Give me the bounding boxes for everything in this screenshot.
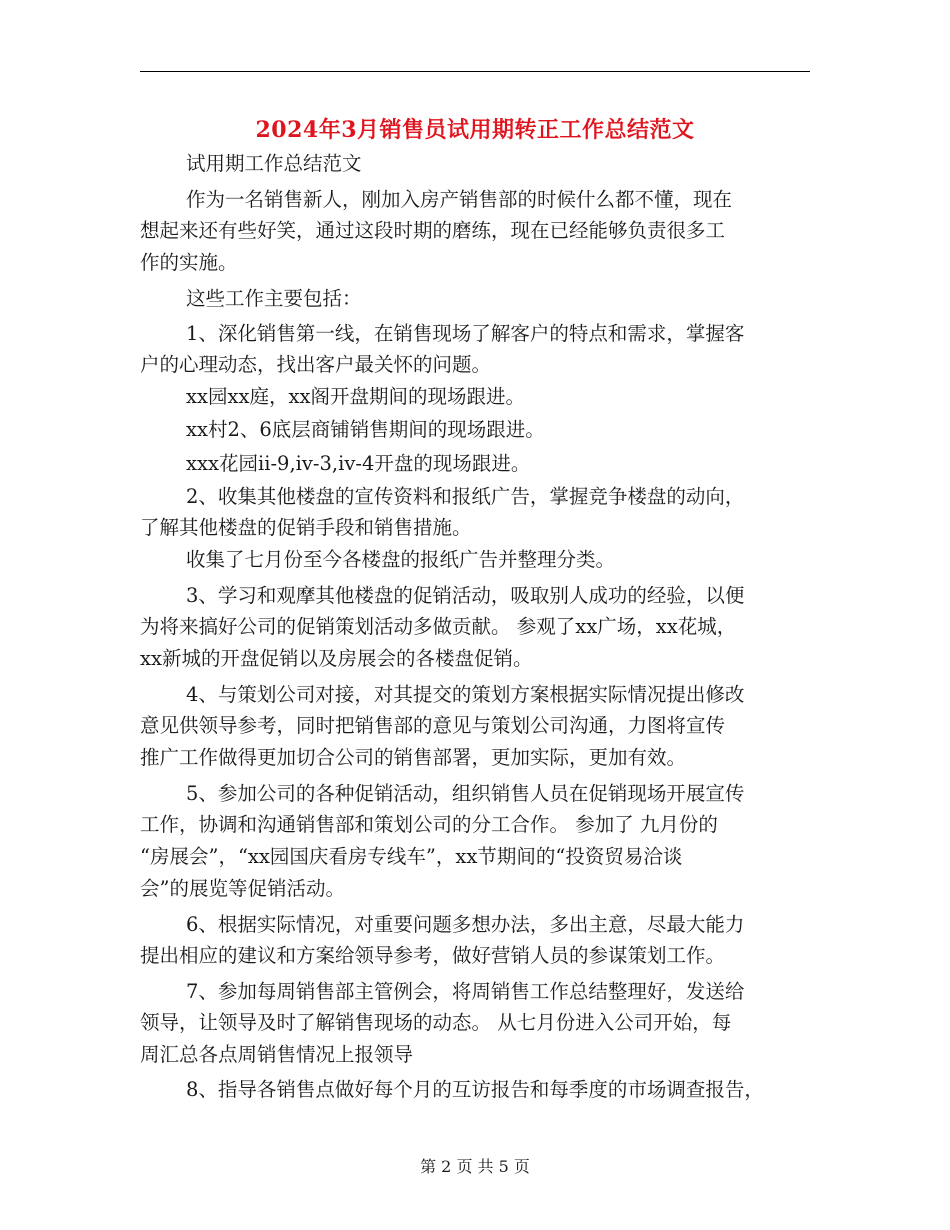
page-number: 第 2 页 共 5 页 bbox=[420, 1157, 530, 1176]
paragraph-line: 作为一名销售新人，刚加入房产销售部的时候什么都不懂，现在 bbox=[186, 188, 733, 211]
paragraph-line: 周汇总各点周销售情况上报领导 bbox=[140, 1043, 414, 1066]
paragraph-line: 想起来还有些好笑，通过这段时期的磨练，现在已经能够负责很多工 bbox=[140, 219, 726, 242]
paragraph-line: 2、收集其他楼盘的宣传资料和报纸广告，掌握竞争楼盘的动向， bbox=[186, 485, 745, 508]
paragraph-line: 作的实施。 bbox=[140, 251, 238, 274]
paragraph-line: xx新城的开盘促销以及房展会的各楼盘促销。 bbox=[140, 647, 533, 670]
paragraph-line: 为将来搞好公司的促销策划活动多做贡献。 参观了xx广场，xx花城， bbox=[140, 615, 737, 638]
paragraph-line: 6、根据实际情况，对重要问题多想办法，多出主意，尽最大能力 bbox=[186, 913, 745, 936]
paragraph-line: 8、指导各销售点做好每个月的互访报告和每季度的市场调查报告， bbox=[186, 1078, 764, 1101]
paragraph-line: 收集了七月份至今各楼盘的报纸广告并整理分类。 bbox=[186, 548, 616, 571]
paragraph-line: xxx花园ii-9,iv-3,iv-4开盘的现场跟进。 bbox=[186, 452, 531, 475]
paragraph-line: 工作，协调和沟通销售部和策划公司的分工合作。 参加了 九月份的 bbox=[140, 813, 718, 836]
paragraph-line: xx村2、6底层商铺销售期间的现场跟进。 bbox=[186, 418, 545, 441]
header-rule bbox=[140, 71, 810, 72]
paragraph-line: 3、学习和观摩其他楼盘的促销活动，吸取别人成功的经验，以便 bbox=[186, 584, 745, 607]
paragraph-line: 户的心理动态，找出客户最关怀的问题。 bbox=[140, 353, 492, 376]
paragraph-line: 7、参加每周销售部主管例会，将周销售工作总结整理好，发送给 bbox=[186, 980, 745, 1003]
paragraph-line: 提出相应的建议和方案给领导参考，做好营销人员的参谋策划工作。 bbox=[140, 944, 726, 967]
paragraph-line: 这些工作主要包括： bbox=[186, 287, 362, 310]
paragraph-line: 了解其他楼盘的促销手段和销售措施。 bbox=[140, 516, 472, 539]
paragraph-line: xx园xx庭，xx阁开盘期间的现场跟进。 bbox=[186, 385, 525, 408]
paragraph-line: 意见供领导参考，同时把销售部的意见与策划公司沟通，力图将宣传 bbox=[140, 714, 726, 737]
subtitle: 试用期工作总结范文 bbox=[186, 152, 362, 175]
paragraph-line: 会”的展览等促销活动。 bbox=[140, 877, 345, 900]
paragraph-line: “房展会”，“xx园国庆看房专线车”，xx节期间的“投资贸易洽谈 bbox=[140, 845, 683, 868]
paragraph-line: 1、深化销售第一线，在销售现场了解客户的特点和需求，掌握客 bbox=[186, 322, 745, 345]
paragraph-line: 5、参加公司的各种促销活动，组织销售人员在促销现场开展宣传 bbox=[186, 782, 745, 805]
paragraph-line: 推广工作做得更加切合公司的销售部署，更加实际，更加有效。 bbox=[140, 746, 687, 769]
paragraph-line: 领导，让领导及时了解销售现场的动态。 从七月份进入公司开始，每 bbox=[140, 1011, 732, 1034]
paragraph-line: 4、与策划公司对接，对其提交的策划方案根据实际情况提出修改 bbox=[186, 683, 745, 706]
document-title: 2024年3月销售员试用期转正工作总结范文 bbox=[255, 117, 695, 143]
